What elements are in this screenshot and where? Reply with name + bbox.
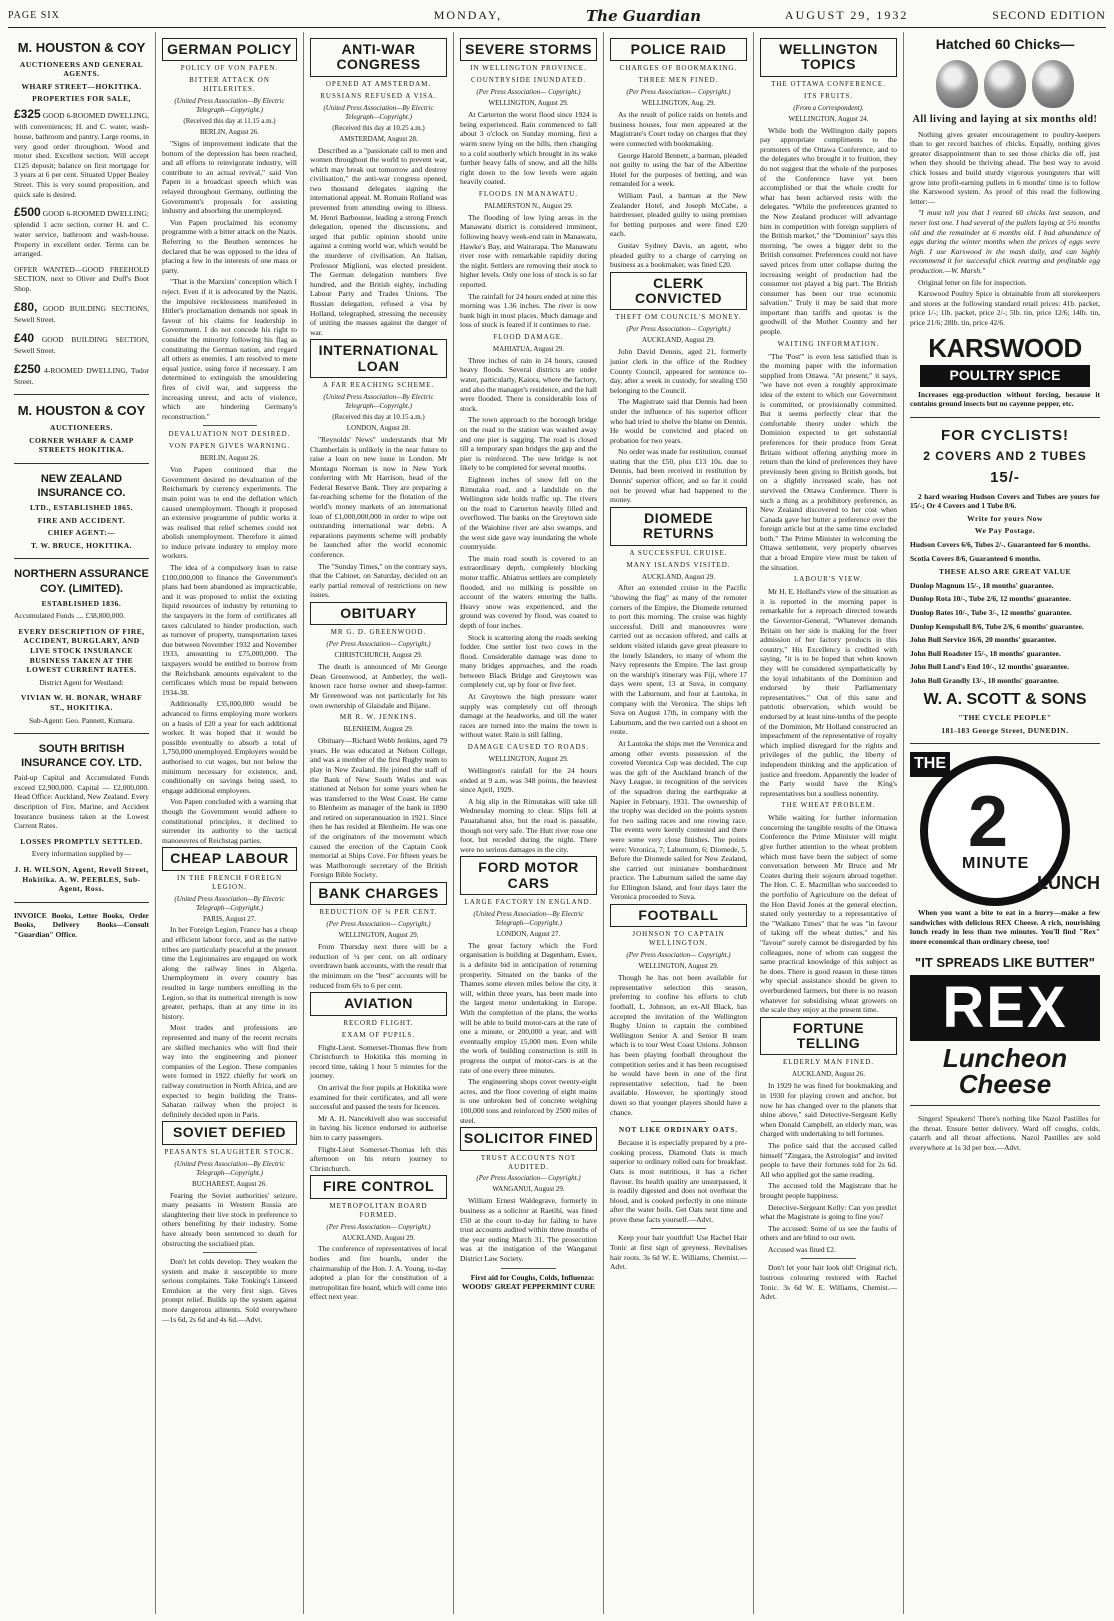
subheading: DEVALUATION NOT DESIRED.	[168, 430, 291, 439]
chick-icon	[984, 60, 1026, 108]
property-listing	[14, 107, 149, 199]
ad-invoice-books: INVOICE Books, Letter Books, Order Books, Delivery Books—Consult "Guardian" Office.	[14, 910, 149, 939]
byline: (Per Press Association— Copyright.)	[326, 640, 431, 649]
subheading: NOT LIKE ORDINARY OATS.	[618, 1126, 739, 1135]
headline-aviation: AVIATION	[310, 992, 447, 1015]
dateline: AUCKLAND, August 26.	[791, 1070, 866, 1079]
article-paragraph: A big slip in the Rimutakas will take till Wednesday morning to clear. Slips fell at Pauatahanui also, but the road is passable, though not very safe. The Hutt river rose one foot, but receded during the night. There were no serious damages in the city.	[460, 796, 597, 854]
ad-nz-insurance-established: LTD., ESTABLISHED 1865.	[30, 503, 133, 513]
subheading: MANY ISLANDS VISITED.	[626, 560, 731, 569]
divider	[203, 425, 257, 426]
two-minute-lunch-illustration	[910, 752, 1100, 902]
dateline: LONDON, August 27.	[496, 929, 561, 938]
advertisement-text: Karswood Poultry Spice is obtainable from all storekeepers and stores at the following standard retail prices: 41b. packet, price 1/-; 1lb. packet, price 2/-; 5lb. tin, price 12/6; 14lb. tin, price 21/6; 28lb. tin, price 42/6.	[910, 289, 1100, 327]
article-paragraph: No order was made for restitution, counsel stating that the £50, plus £13 10s. due to Dennis, had been received in restitution by Dennis' superior officer, and so far it could not be proved what had happened to the money.	[610, 447, 747, 505]
ad-nz-insurance-title: NEW ZEALAND INSURANCE CO.	[37, 472, 126, 499]
article-paragraph: "The 'Post'" is even less satisfied than is the morning paper with the information supplied from Ottawa. "At present," it says, "we have not even a roughly approximate idea of the extent to which our Government is committed, or provisionally committed. But it seems perfectly clear that the comfortable theory under which the Dominion expected to get substantial preferences for their produce from Great Britain without offering anything more in return than the kind of preferences they have previously been giving to British goods, but on a slightly increased scale, has not survived the Ottawa Conference. There is such a thing as a prohibitory preference, as New Zealand discovered to her cost when Canada gave her butter a preference over the foreign article but at the same time excluded both." The Prime Minister in welcoming the Ottawa settlement, very properly observes that a broad Empire view must be taken of the situation.	[760, 351, 897, 572]
tyre-listing: Dunlop Bates 10/-, Tube 3/-, 12 months' guarantee.	[910, 608, 1072, 618]
advertisement-text: 2 hard wearing Hudson Covers and Tubes are yours for 15/-; Or 4 Covers and 1 Tube 8/6.	[910, 491, 1100, 511]
poultry-spice-banner: POULTRY SPICE	[920, 365, 1090, 387]
article-paragraph: On arrival the four pupils at Hokitika were examined for their certificates, and all were successful and passed the tests for licences.	[310, 1082, 447, 1112]
tyre-listing: Hudson Covers 6/6, Tubes 2/-. Guaranteed for 6 months.	[910, 540, 1091, 550]
property-description: GOOD BUILDING SECTIONS, Sewell Street.	[14, 303, 150, 324]
dateline: AUCKLAND, August 29.	[341, 1233, 416, 1242]
article-paragraph: At Greytown the high pressure water supply was completely cut off through damage at the headworks, and till the water races are turned into the mains the town is without water. Rain is still falling.	[460, 692, 597, 740]
headline-football: FOOTBALL	[610, 904, 747, 927]
subheading: FLOOD DAMAGE.	[493, 332, 564, 341]
subheading: WAITING INFORMATION.	[777, 339, 880, 348]
divider	[910, 743, 1100, 744]
tyre-listing: John Bull Roadster 15/-, 18 months' guarantee.	[910, 648, 1061, 658]
headline-anti-war-congress: ANTI-WAR CONGRESS	[310, 38, 447, 77]
column-3	[304, 32, 454, 1614]
ad-also-value: THESE ALSO ARE GREAT VALUE	[938, 567, 1072, 577]
article-paragraph: William Paul, a barman at the New Zealander Hotel, and Joseph McCabe, a hairdresser, pleaded guilty to using premises for betting purposes and were fined £20 each.	[610, 190, 747, 239]
subheading: MR R. W. JENKINS.	[339, 713, 418, 722]
karswood-logo: KARSWOOD	[928, 332, 1082, 363]
dateline: BERLIN, August 26.	[199, 454, 260, 463]
subheading: POLICY OF VON PAPEN.	[180, 64, 279, 73]
ad-houston-address: WHARF STREET—HOKITIKA.	[21, 81, 142, 91]
ad-northern-funds: Accumulated Funds .... £38,800,000.	[14, 611, 125, 621]
ad-living-laying: All living and laying at six months old!	[912, 113, 1098, 125]
article-paragraph: In her Foreign Legion, France has a cheap and efficient labour force, and as the native tribes are particularly peaceful at the present time the Legionnaires are engaged on work along the railway lines in Algeria. Unemployment in every country has resulted in large numbers enrolling in the Legion, so that its numerical strength is now greater, perhaps, than at any time in its history.	[162, 925, 297, 1021]
ad-houston-title: M. HOUSTON & COY	[17, 40, 146, 55]
article-paragraph: At Carterton the worst flood since 1924 is being experienced. Rain commenced to fall about 3 o'clock on Sunday morning, first a warm snow lying on the hills, then changing to a cold southerly which brought in its wake further heavy falls of snow, and all the hills right down to the low levels were again heavily coated.	[460, 110, 597, 187]
ad-write-now: Write for yours Now	[967, 513, 1043, 523]
column-5	[604, 32, 754, 1614]
clock-number: 2	[968, 782, 1009, 863]
dateline: AUCKLAND, August 29.	[641, 572, 716, 581]
article-paragraph: The accused told the Magistrate that he brought people happiness.	[760, 1181, 897, 1200]
article-paragraph: In 1929 he was fined for bookmaking and in 1930 for playing crown and anchor, but now he has changed over to the planets that shine above," said Detective-Sergeant Kelly when Donald Campbell, an elderly man, was charged with undertaking to tell fortunes.	[760, 1081, 897, 1139]
article-paragraph: Accused was fined £2.	[768, 1244, 836, 1254]
divider	[14, 558, 149, 559]
dateline: PARIS, August 27.	[202, 914, 257, 923]
property-listing	[14, 205, 149, 259]
subheading: PEASANTS SLAUGHTER STOCK.	[164, 1147, 295, 1156]
masthead-edition: SECOND EDITION	[992, 8, 1106, 22]
headline-obituary: OBITUARY	[310, 602, 447, 625]
subheading: DAMAGE CAUSED TO ROADS.	[467, 743, 590, 752]
newspaper-title: The Guardian	[586, 6, 701, 25]
subheading: RECORD FLIGHT.	[343, 1018, 414, 1027]
advertisement-text: Nothing gives greater encouragement to poultry-keepers than to get record batches of chicks. Equally, nothing gives greater disappointment than to see those chicks die off, just when they should be thriving ahead. The best way to avoid chick losses and build sturdy vigorous youngsters that will grow into profit-earning pullets in 6 months' time is to follow the Karswood system. As proof of this read the following letter:—	[910, 129, 1100, 206]
dateline: CHRISTCHURCH, August 29.	[334, 651, 423, 660]
properties-heading: PROPERTIES FOR SALE,	[32, 94, 131, 104]
ad-south-british-capital: Paid-up Capital and Accumulated Funds exceed £2,900,000. Capital — £2,000,000. Head Office: Auckland, New Zealand. Every description of Fire, Marine, and Accident Insurance business taken at the Lowest Current Rates.	[14, 773, 150, 831]
article-paragraph: The flooding of low lying areas in the Manawatu district is considered imminent, following heavy week-end rain in Manawatu, Hawke's Bay, and Wairarapa. The Manawatu river rose with remarkable rapidity during the night. Settlers are removing their stock to higher levels. Only one loss of stock is so far reported.	[460, 212, 597, 290]
article-paragraph: Detective-Sergeant Kelly: Can you predict what the Magistrate is going to fine you?	[760, 1202, 897, 1222]
property-price: £250	[14, 361, 41, 376]
byline: (Per Press Association— Copyright.)	[326, 920, 431, 929]
dateline: BUCHAREST, August 26.	[192, 1179, 267, 1188]
ad-scott-sons: W. A. SCOTT & SONS	[923, 690, 1087, 708]
article-paragraph: "Reynolds' News" understands that Mr Chamberlain is unlikely in the near future to raise a loan on new issue in London. Mr Montagu Norman is now in New York conferring with Mr Harrison, head of the Federal Reserve Bank. They are preparing a far-reaching scheme for the flotation of the world's money markets of an international loan of £1,000,000,000 in order to wipe out outstanding international war debts. A reparations payments scheme will probably be launched after the world economic conference.	[310, 434, 447, 560]
dateline: MAHIATUA, August 29.	[492, 344, 565, 353]
subheading: IN WELLINGTON PROVINCE.	[470, 64, 587, 73]
subheading: THE WHEAT PROBLEM.	[781, 801, 876, 810]
divider	[14, 394, 149, 395]
subheading: IN THE FRENCH FOREIGN LEGION.	[176, 873, 283, 891]
subheading: THE OTTAWA CONFERENCE.	[771, 79, 886, 88]
dateline: LONDON, August 28.	[346, 423, 411, 432]
headline-german-policy: GERMAN POLICY	[162, 38, 297, 61]
testimonial-quote: "I must tell you that I reared 60 chicks last season, and never lost one. I had several of the pullets laying at 5½ months old and the remainder at 6 months old. I had abundance of eggs during the winter months when the prices of eggs were high. I use Karswood in the mash daily, and can highly recommend it for successful chick rearing and profitable egg production.—W. Marsh."	[910, 208, 1100, 276]
article-paragraph: Stock is scattering along the roads seeking fodder. One settler lost two cows in the flood. Considerable damage was done to many bridges approaches, and the roads between Black Bridge and Greytown was completely cut, up by four or five feet.	[460, 632, 597, 690]
advertisement-text: Singers! Speakers! There's nothing like Nazol Pastilles for the throat. Ensure better delivery. Ward off coughs, colds, catarrh and all throat affections. Nazol Pastilles are sold everywhere at 1s 3d per box.—Advt.	[910, 1114, 1100, 1153]
byline: (United Press Association—By Electric Telegraph—Copyright.)	[174, 1159, 285, 1177]
headline-fortune-telling: FORTUNE TELLING	[760, 1017, 897, 1056]
ad-houston-title: M. HOUSTON & COY	[17, 403, 146, 419]
subheading: LABOUR'S VIEW.	[794, 575, 863, 584]
byline: (Per Press Association— Copyright.)	[476, 1174, 581, 1183]
article-paragraph: As the result of police raids on hotels and business houses, four men appeared at the Magistrate's Court today on charges that they were connected with bookmaking.	[610, 110, 747, 148]
ad-spreads-slogan: "IT SPREADS LIKE BUTTER"	[915, 954, 1095, 970]
subheading: TRUST ACCOUNTS NOT AUDITED.	[480, 1153, 577, 1171]
ad-district-agent-label: District Agent for Westland:	[39, 677, 124, 687]
advertisement-text: Original letter on file for inspection.	[918, 277, 1027, 287]
article-paragraph: While both the Wellington daily papers pay appropriate compliments to the promoters of the Ottawa Conference, and to the delegates who brought it to fruition, they do not suggest that the whole of the purposes of the Conference have yet been accomplished or that the whole credit for what has been achieved rests with the delegates. "While the preferences granted to the New Zealand producer will advantage him in competition with foreign suppliers of the British market," the "Dominion" says this morning, "he owes a bigger debt to the British consumer. Preferences could not have saved prices from utter collapse during the increasing weight of production had the consumer not played a big part. The British consumer has been our true economic salvation." Truly it may be said that more important than tariffs and quotas is the goodwill of the Mother Country and her people.	[760, 125, 897, 337]
headline-solicitor-fined: SOLICITOR FINED	[460, 1127, 597, 1150]
article-paragraph: The engineering shops cover twenty-eight acres, and the floor covering of eight mains is one unbroken bed of concrete weighing 100,000 tons and reinforced by 2500 miles of steel.	[460, 1077, 597, 1125]
article-paragraph: William Ernest Waldegrave, formerly in business as a solicitor at Raetihi, was fined £50 at the court to-day for failing to have trust accounts audited within three months of the year ending March 31. The prosecution was at the instigation of the Wanganui District Law Society.	[460, 1196, 597, 1263]
masthead	[8, 4, 1106, 28]
byline: (United Press Association—By Electric Telegraph—Copyright.)	[473, 910, 584, 927]
ad-wilson-agent: J. H. WILSON, Agent, Revell Street, Hokitika. A. W. PEEBLES, Sub-Agent, Ross.	[14, 865, 149, 894]
article-paragraph: "That is the Marxists' conception which I reject. Even if it is advocated by the Nazis, the impulsive recklessness manifested in Hitler's proclamation demands not speak in favour of his claims for leadership in Government. I do not concede his right to consider the minority following his flag as constituting the German nation, and regard all others as enemies. I am resolved to mete equal justice, using force if necessary. I am determined to extinguish the smouldering fires of civil war, and suppress the increasing unrest, and acts of violence, which are hindering Germany's reconstruction."	[162, 277, 297, 421]
dateline: PALMERSTON N., August 29.	[484, 201, 573, 210]
dateline: WELLINGTON, August 29.	[638, 962, 719, 971]
dateline: WELLINGTON, August 29.	[488, 99, 569, 108]
masthead-date: AUGUST 29, 1932	[784, 8, 909, 22]
subheading: METROPOLITAN BOARD FORMED.	[329, 1201, 428, 1219]
advertisement-text: Increases egg-production without forcing, because it contains ground insects but no cayenne pepper, etc.	[910, 389, 1100, 409]
divider	[651, 1121, 706, 1122]
subheading: RUSSIANS REFUSED A VISA.	[320, 91, 437, 100]
byline: (Per Press Association— Copyright.)	[626, 951, 731, 960]
divider	[801, 1258, 856, 1259]
article-paragraph: Flight-Lieut. Somerset-Thomas flew from Christchurch to Hokitika this morning in record time, taking 1 hour 5 minutes for the journey.	[310, 1042, 447, 1081]
subheading: COUNTRYSIDE INUNDATED.	[471, 76, 586, 85]
subheading: ELDERLY MAN FINED.	[782, 1058, 875, 1067]
ad-cyclists-price: 15/-	[990, 469, 1020, 487]
tyre-listing: John Bull Land's End 10/-, 12 months' guarantee.	[910, 662, 1069, 672]
advertisement-text: When you want a bite to eat in a hurry—make a few sandwiches with delicious REX Cheese. A rich, nourishing lunch ready in less than two minutes. You'll find "Rex" more economical than ordinary cheese, too!	[910, 908, 1100, 947]
article-paragraph: Gustav Sydney Davis, an agent, who pleaded guilty to a charge of carrying on business as a bookmaker, was fined £20.	[610, 240, 747, 270]
subheading: CHARGES OF BOOKMAKING.	[619, 64, 738, 73]
byline: (Per Press Association— Copyright.)	[326, 1222, 431, 1231]
divider	[501, 1268, 556, 1269]
subheading: THEFT OM COUNCIL'S MONEY.	[615, 313, 742, 322]
ad-scott-address: 181-183 George Street, DUNEDIN.	[941, 725, 1069, 735]
article-paragraph: Additionally £35,000,000 would be advanced to firms employing more workers on a basis of £20 a year for each additional worker. It was hoped that it would be possible eventually to absorb a total of 1,750,000 unemployed. Employers would be authorised to cut wages, but not below the minimum necessary for existence, and, conditionally on savings being used, to engage additional employees.	[162, 699, 297, 795]
column-display-ads	[904, 32, 1106, 1614]
ad-losses-settled: LOSSES PROMPTLY SETTLED.	[20, 836, 143, 846]
advertisement-text: Don't let your hair look old! Original rich, lustrous colouring restored with Rachel Tonic. 3s 6d W. E. Williams, Chemist.—Advt.	[760, 1263, 897, 1302]
column-2	[156, 32, 304, 1614]
ad-information-label: Every information supplied by—	[31, 849, 132, 859]
ad-chief-agent-name: T. W. BRUCE, HOKITIKA.	[30, 540, 133, 550]
ad-houston-auctioneers: AUCTIONEERS AND GENERAL AGENTS.	[19, 59, 144, 79]
subheading: LARGE FACTORY IN ENGLAND.	[464, 898, 593, 907]
property-description: GOOD 6-ROOMED DWELLING; splendid 1 acre section, corner H. and C. water service, bathroom and wash-house. Property in excellent order. Terms can be arranged.	[14, 209, 149, 259]
headline-clerk-convicted: CLERK CONVICTED	[610, 272, 747, 311]
ad-northern-established: ESTABLISHED 1836.	[41, 598, 122, 608]
tyre-listing: Dunlop Magnum 15/-, 18 months' guarantee.	[910, 580, 1054, 590]
advertisement-text: Don't let colds develop. They weaken the system and make it susceptible to more serious complaints. Take Tonking's Linseed Emulsion at the very first sign. Gives prompt relief. Builds up the system against more dangerous ailments. Sold everywhere —1s 6d, 2s 6d and 4s 6d.—Advt.	[162, 1257, 297, 1324]
ad-south-british-title: SOUTH BRITISH INSURANCE COY. LTD.	[21, 743, 142, 770]
article-paragraph: Obituary—Richard Webb Jenkins, aged 79 years. He was educated at Nelson College, and was a member of the first Rugby team to play in New Zealand. He joined the staff of the Bank of New South Wales and was stationed at Nelson for some years when he was transferred to the West Coast. He came to Blenheim as manager of the bank in 1890 and retired on superannuation in 1921. Since then he has resided at Blenheim. He was one of the originators of the movement which caused the erection of the Captain Cook memorial at Ships Cove. For fifteen years he was Marlborough secretary of the British Foreign Bible Society.	[310, 736, 447, 880]
article-paragraph: Fearing the Soviet authorities' seizure, many peasants in Western Russia are slaughtering their live stock in preference to others benefiting by their industry. Some have already been sentenced to death for obstructing the socialised plan.	[162, 1190, 297, 1248]
clock-lunch-label: LUNCH	[1037, 873, 1100, 894]
ad-district-agent-name: VIVIAN W. H. BONAR, WHARF ST., HOKITIKA.	[20, 693, 143, 712]
received-note: (Received this day at 11.15 a.m.)	[183, 117, 276, 126]
headline-wellington-topics: WELLINGTON TOPICS	[760, 38, 897, 77]
subheading: A SUCCESSFUL CRUISE.	[629, 548, 728, 557]
ad-covers-tubes: 2 COVERS AND 2 TUBES	[923, 449, 1087, 464]
luncheon-cheese-logo: Luncheon Cheese	[942, 1043, 1068, 1100]
column-advertisements	[8, 32, 156, 1614]
byline: (United Press Association—By Electric Telegraph—Copyright.)	[174, 894, 285, 912]
ad-hatched-chicks-title: Hatched 60 Chicks—	[935, 36, 1075, 52]
newspaper-columns	[8, 32, 1106, 1614]
article-paragraph: Three inches of rain in 24 hours, caused heavy floods. Several districts are under water, particularly, Kaiora, where the factory, and also the manager's residence, and the hall were flooded. There is considerable loss of stock.	[460, 355, 597, 413]
byline: (United Press Association—By Electric Telegraph—Copyright.)	[323, 103, 434, 121]
tyre-listing: John Bull Grandly 13/-, 18 months' guarantee.	[910, 675, 1059, 685]
article-paragraph: The town approach to the borough bridge on the road to the station was washed away and one pier is sagging. The road is closed till a temporary span bridges the gap and the pier is reinforced. The new bridge is not likely to be completed for several months.	[460, 415, 597, 473]
property-price: £80,	[14, 299, 38, 314]
article-paragraph: While waiting for further information concerning the tangible results of the Ottawa Conference the Prime Minister will might give further attention to the wheat problem which must have been the subject of some conversation between Mr Bruce and Mr Coates during their sojourn abroad together. The Hon. C. E. Macmillan who succeeded to the portfolio of Agriculture on the defeat of the Hon David Jones at the general election, stated only yesterday to a representative of the "Waikato Times" that he was "in favour of taking off the wheat duties," and his "favour" surely cannot be disregarded by his colleagues, none of whom can suggest the same practical knowledge of this subject as he does. There is good reason in these times why special assistance should be given to overburdened farmers, but there is no reason whatever for subsidising wheat growers on the scale they enjoy at the present time.	[760, 813, 897, 1015]
dateline: BLENHEIM, August 29.	[343, 725, 414, 734]
advertisement-text: First aid for Coughs, Colds, Influenza: WOODS' GREAT PEPPERMINT CURE	[461, 1272, 596, 1292]
article-paragraph: The great factory which the Ford organisation is building at Dagenham, Essex, is a definite bid in anticipation of returning prosperity. Situated on the banks of the Thames some eleven miles below the city, it will, within three years, has been made into the largest motor undertaking in Europe. With the completion of the plans, the works will be able to build motor-cars at the rate of one a minute, or 200,000 a year, and will eventually employ 15,000 men. Even while the work of building construction is still in progress the output of motor-cars is at the rate of one every three minutes.	[460, 940, 597, 1075]
property-listing: OFFER WANTED—GOOD FREEHOLD SECTION, next to Oliver and Duff's Boot Shop.	[14, 264, 149, 294]
byline: (From a Correspondent).	[793, 103, 864, 112]
dateline: AMSTERDAM, August 28.	[339, 134, 418, 143]
property-description: GOOD 6-ROOMED DWELLING, with conveniences; H. and C. water, wash-house, bathroom and pantry. Large rooms, in very good order throughout. Wood and motor shed. Excellent section. Will accept £125 deposit; balance on first mortgage for 3 years at 6 per cent. Situated Upper Bealey Street. This is very sound proposition, and quick sale is desired.	[14, 111, 150, 199]
article-paragraph: Von Papen concluded with a warning that though the Government would adhere to constitutional principles, it declined to surrender its authority to the tactical manoeuvres of Reichstag parties.	[162, 797, 297, 845]
property-price: £40	[14, 330, 35, 345]
advertisement-text: Keep your hair youthful! Use Rachel Hair Tonic at first sign of greyness. Revitalises hair roots. 3s 6d W. E. Williams, Chemist.—Advt.	[610, 1233, 747, 1272]
dateline: WELLINGTON, Aug. 29.	[641, 99, 716, 108]
article-paragraph: From Thursday next there will be a reduction of ¼ per cent. on all ordinary overdrawn bank accounts, with the result that the minimum on the "best" accounts will be reduced from 6¾ to 6 per cent.	[310, 942, 447, 990]
article-paragraph: Von Papen continued that the Government desired no devaluation of the Reichsmark by currency experiments. The main point was to end the deflation which caused unemployment. Though it proposed an extensive programme of public works it was realised that relief schemes could not abolish unemployment. Therefore it aimed to induce private industry to employ more workers.	[162, 465, 297, 561]
clock-the-label: THE	[910, 752, 950, 776]
ad-nz-insurance-type: FIRE AND ACCIDENT.	[37, 515, 126, 525]
column-4	[454, 32, 604, 1614]
dateline: AUCKLAND, August 29.	[641, 336, 716, 345]
dateline: WELLINGTON, August 24.	[788, 114, 869, 123]
subheading: MR G. D. GREENWOOD.	[330, 628, 427, 637]
article-paragraph: The police said that the accused called himself "Zingara, the Astrologist" and invited people to have their fortunes told for 2s 6d. All who applied got the same reading.	[760, 1140, 897, 1179]
article-paragraph: Mr H. E. Holland's view of the situation as it is reported in the morning paper is remarkable for a reproach directed towards the Governor-General, "Whatever demands Britain on her side is making for the freer admission of her factory products in this country," His Excellency is credited with saying, "it is to be hoped that when known they will be considered sympathetically by the loyal inhabitants of the Dominion and endorsed by their Parliamentary representatives." Out of this sane and patriotic observation, which would be endorsed by at least nine-tenths of the people of the Dominion, Mr Holland constructed an impeachment of the representative of royalty which implied disregard for the rights and privileges of the public, the liberty of independent thinking and the application of justice and freedom. Apparently the leader of the Party would have the King's representatives but a soulless nonentity.	[760, 587, 897, 798]
subheading: EXAM OF PUPILS.	[341, 1030, 416, 1039]
tyre-listing: Dunlop Rota 10/-, Tube 2/6, 12 months' guarantee.	[910, 594, 1071, 604]
article-paragraph: Eighteen inches of snow fell on the Rimutaka road, and a landslide on the Wellington side holds traffic up. The rivers on the road to Carterton heavily filled and overflowed. The banks on the Greytown side of the Waiohine river are also swamps, and the west side gave way inundating the whole countryside.	[460, 475, 597, 552]
subheading: THREE MEN FINED.	[638, 76, 719, 85]
divider	[14, 463, 149, 464]
headline-police-raid: POLICE RAID	[610, 38, 747, 61]
subheading: ITS FRUITS.	[803, 91, 854, 100]
property-listing	[14, 362, 149, 387]
ad-chief-agent-label: CHIEF AGENT:—	[47, 528, 116, 538]
article-paragraph: The Magistrate said that Dennis had been under the influence of his superior officer who had tried to shelve the blame on Dennis. He would be convicted and placed on probation for two years.	[610, 397, 747, 445]
article-paragraph: Described as a "passionate call to men and women throughout the world to prevent war, which may break out tomorrow and destroy civilisation," the anti-war congress opened, two thousand delegates signing the international appeal. M. Romain Rolland was prevented from attending owing to illness. M. Henri Barbousse, leading a strong French delegation, opened the discussions, and urged that public opinion should unite against a coming world war, which would be the murderer of civilisation. An Italian, Professor Miglioni, was elected president. The German delegation numbers five hundred, and the British eighty, including Labour Party and Trades Unions. The Russian delegation, refused a visa by Holland, telegraphed, stressing the necessity of uniting the masses against the danger of war.	[310, 145, 447, 337]
byline: (Per Press Association— Copyright.)	[476, 88, 581, 97]
headline-soviet-defied: SOVIET DEFIED	[162, 1121, 297, 1144]
property-description: GOOD BUILDING SECTION, Sewell Street.	[14, 334, 150, 355]
page-number: PAGE SIX	[8, 10, 60, 21]
ad-postage: We Pay Postage.	[974, 526, 1036, 536]
article-paragraph: The conference of representatives of local bodies and fire boards, under the chairmanship of the Hon. J. A. Young, to-day adopted a plan for the constitution of a metropolitan fire board, which will come into effect next year.	[310, 1244, 447, 1302]
property-listing	[14, 300, 149, 325]
divider	[14, 902, 149, 903]
article-paragraph: The accused: Some of us see the faults of others and are blind to our own.	[760, 1223, 897, 1243]
tyre-listing: Dunlop Kempshall 8/6, Tube 2/6, 6 months' guarantee.	[910, 621, 1084, 631]
ad-northern-title: NORTHERN ASSURANCE COY. (LIMITED).	[14, 568, 149, 595]
headline-bank-charges: BANK CHARGES	[310, 882, 447, 905]
article-paragraph: The rainfall for 24 hours ended at nine this morning was 1.36 inches. The river is now bank high in most places. Much damage and loss of stock is feared if it continues to rise.	[460, 291, 597, 330]
article-paragraph: The main road south is covered to an extraordinary depth, completely blocking motor traffic. Abiatrus settlers are completely flooded, and no milking is possible on account of the waters entering the halls. Heavy snow was experienced, and the ground was covered by flood, was coated to depth of four inches.	[460, 553, 597, 630]
article-paragraph: George Harold Bennett, a barman, pleaded not guilty to using the bar of the Albertine Hotel for the purposes of betting, and was remanded for a week.	[610, 150, 747, 189]
dateline: BERLIN, August 26.	[199, 128, 260, 137]
property-price: £500	[14, 205, 41, 220]
article-paragraph: "Signs of improvement indicate that the bottom of the depression has been reached, and all efforts to reinvigorate industry, will contribute to an actual revival," said Von Papen in a broadcast speech which was relayed throughout Germany, outlining the Government's proposals for assisting industry and absorbing the unemployed.	[162, 139, 297, 216]
headline-severe-storms: SEVERE STORMS	[460, 38, 597, 61]
property-listing	[14, 331, 149, 356]
tyre-listing: Scotia Covers 8/6, Guaranteed 6 months.	[910, 553, 1041, 563]
received-note: (Received this day at 10.25 a.m.)	[332, 123, 425, 132]
dateline: WELLINGTON, August 29.	[488, 755, 569, 763]
headline-cheap-labour: CHEAP LABOUR	[162, 847, 297, 870]
chicks-illustration	[910, 60, 1100, 108]
property-price: £325	[14, 107, 41, 121]
divider	[910, 1105, 1100, 1106]
subheading: JOHNSON TO CAPTAIN WELLINGTON.	[632, 930, 725, 948]
article-paragraph: Wellington's rainfall for the 24 hours ended at 9 a.m. was 348 points, the heaviest since April, 1929.	[460, 765, 597, 795]
subheading: OPENED AT AMSTERDAM.	[325, 79, 432, 88]
ad-houston-auctioneers: AUCTIONEERS.	[50, 423, 113, 433]
ad-cycle-people: "THE CYCLE PEOPLE"	[958, 713, 1052, 723]
clock-minute-label: MINUTE	[962, 855, 1030, 873]
subheading: FLOODS IN MANAWATU.	[478, 189, 579, 198]
masthead-day: MONDAY,	[433, 8, 503, 22]
article-paragraph: Mr A. H. Nancekivell also was successful in having his licence endorsed to authorise him to carry passengers.	[310, 1113, 447, 1142]
divider	[14, 733, 149, 734]
article-paragraph: The death is announced of Mr George Dean Greenwood, at Amberley, the well-known race horse owner and sheep-farmer. Mr Greenwood was not particularly for his own ownership of Glaisdale and Bijane.	[310, 662, 447, 710]
divider	[910, 417, 1100, 418]
chick-icon	[1032, 60, 1074, 108]
property-description: 4-ROOMED DWELLING, Tudor Street.	[14, 365, 149, 386]
subheading: VON PAPEN GIVES WARNING.	[168, 442, 291, 451]
received-note: (Received this day at 10.15 a.m.)	[332, 413, 425, 422]
headline-international-loan: INTERNATIONAL LOAN	[310, 339, 447, 378]
ad-northern-description: EVERY DESCRIPTION OF FIRE, ACCIDENT, BURGLARY, AND LIVE STOCK INSURANCE BUSINESS TAKEN AT THE LOWEST CURRENT RATES.	[18, 626, 145, 675]
article-paragraph: At Lautoka the ships met the Veronica and among other events possession of the coveted Veronica Cup was decided. The cup was the gift of the Auckland branch of the Navy League, in recognition of the services of the squadron during the earthquake at Napier in February, 1931. The ownership of the trophy was decided on the points system for two sailing races and one rowing race. The events were keenly contested and there were some very close finishes. The points were: Veronica, 7; Laburnum, 6; Diomede, 5. Before the Diomede sailed for New Zealand, she carried out miniature bombardment practice. The Laburnum sailed the same day for Ellington Island, and four days later the Veronica proceeded to Suva.	[610, 738, 747, 902]
article-paragraph: The idea of a compulsory loan to raise £100,000,000 to finance the Government's plans had been abandoned as impracticable, and it was proposed to enlist the existing liquid resources of industry by returning to the taxpayers in the form of certificates all taxes calculated to hinder production, such as turnover of property, transportation taxes due between November 1932 and November 1933, amounting to £75,000,000. The taxpayers would be entitled to borrow from the Reichsbank amounts equivalent to the certificates which must be repaid between 1934-38.	[162, 563, 297, 697]
advertisement-text: Because it is especially prepared by a pre-cooking process, Diamond Oats is much superior to ordinary rolled oats for breakfast. Oats is most nutritious, it has a richer flavour. Its health quality are unsurpassed, it is readily digested and does not overheat the blood, and is cooked perfectly in one minute after the water boils. Get Oats next time and prove these facts yourself.—Advt.	[610, 1138, 747, 1224]
ad-houston-address: CORNER WHARF & CAMP STREETS HOKITIKA.	[29, 435, 134, 455]
headline-fire-control: FIRE CONTROL	[310, 1175, 447, 1198]
rex-logo: REX	[910, 975, 1100, 1041]
article-paragraph: John David Dennis, aged 21, formerly junior clerk in the office of the Rodney County Council, appeared for sentence to-day, after a week in custody, for stealing £50 belonging to the Council.	[610, 347, 747, 395]
subheading: REDUCTION OF ¼ PER CENT.	[319, 908, 438, 917]
divider	[651, 1228, 706, 1229]
ad-cyclists-title: FOR CYCLISTS!	[941, 426, 1069, 444]
tyre-listing: John Bull Service 16/6, 20 months' guarantee.	[910, 635, 1057, 645]
subheading: BITTER ATTACK ON HITLERITES.	[189, 76, 270, 94]
article-paragraph: Von Papen proclaimed his economy programme with a bitter attack on the Nazis. Referring to the Beuthen sentences he declared that he was opposed to the idea of placing a few in the interests of one mass or party.	[162, 217, 297, 275]
column-6	[754, 32, 904, 1614]
article-paragraph: After an extended cruise in the Pacific "showing the flag" as many of the remoter corners of the Empire, the Diomede returned to port this morning. The cruise was highly successful. Drill and manoeuvres were carried out as occasion offered, and calls at seldom visited islands gave great pleasure to the lonely Islanders, to many of whom the Navy represents the Empire. The last group on the warship's itinerary was Fiji, where 17 days were spent, 13 at Suva, in company with the Laburnum, and four at Lautoka, in company with the Veronica. The ships left Suva on August 17th, in company with the Laburnum, and the two carried out a shoot en route.	[610, 583, 747, 737]
byline: (Per Press Association— Copyright.)	[626, 325, 731, 334]
headline-diomede-returns: DIOMEDE RETURNS	[610, 507, 747, 546]
article-paragraph: Most trades and professions are represented and many of the recent recruits are skilled mechanics who will find their way into the engineering and pioneer companies of the Legion. These companies were formed in 1922 chiefly for work on railway construction in North Africa, and are expected to begin building the Trans-Saharan railway when the project is definitely decided upon in Paris.	[162, 1023, 297, 1119]
byline: (United Press Association—By Electric Telegraph—Copyright.)	[174, 97, 285, 115]
article-paragraph: Though he has not been available for representative selection this season, preferring to confine his efforts to club football, L. Johnson, an ex-All Black, has accepted the invitation of the Wellington Rugby Union to captain the combined Wellington Senior A and Senior B team which is to tour West Coast Unions. Johnson has been playing football throughout the competition series and it has been recognised he would have been in one of the first representative selection, had he been available. However, he sportingly stood down so that younger players should have a chance.	[610, 973, 747, 1117]
article-paragraph: The "Sunday Times," on the contrary says, that the Cabinet, on Saturday, decided on an early partial removal of restrictions on new issues.	[310, 561, 447, 600]
article-paragraph: Flight-Lieut Somerset-Thomas left this afternoon on his return journey to Christchurch.	[310, 1144, 447, 1173]
subheading: A FAR REACHING SCHEME.	[322, 381, 435, 390]
dateline: WANGANUI, August 29.	[492, 1185, 565, 1194]
chick-icon	[936, 60, 978, 108]
divider	[203, 1252, 257, 1253]
byline: (Per Press Association— Copyright.)	[626, 88, 731, 97]
dateline: WELLINGTON, August 29.	[338, 931, 419, 940]
headline-ford-motor-cars: FORD MOTOR CARS	[460, 856, 597, 895]
byline: (United Press Association—By Electric Telegraph—Copyright.)	[323, 393, 434, 411]
ad-sub-agent: Sub-Agent: Geo. Pannett, Kumara.	[29, 715, 134, 725]
